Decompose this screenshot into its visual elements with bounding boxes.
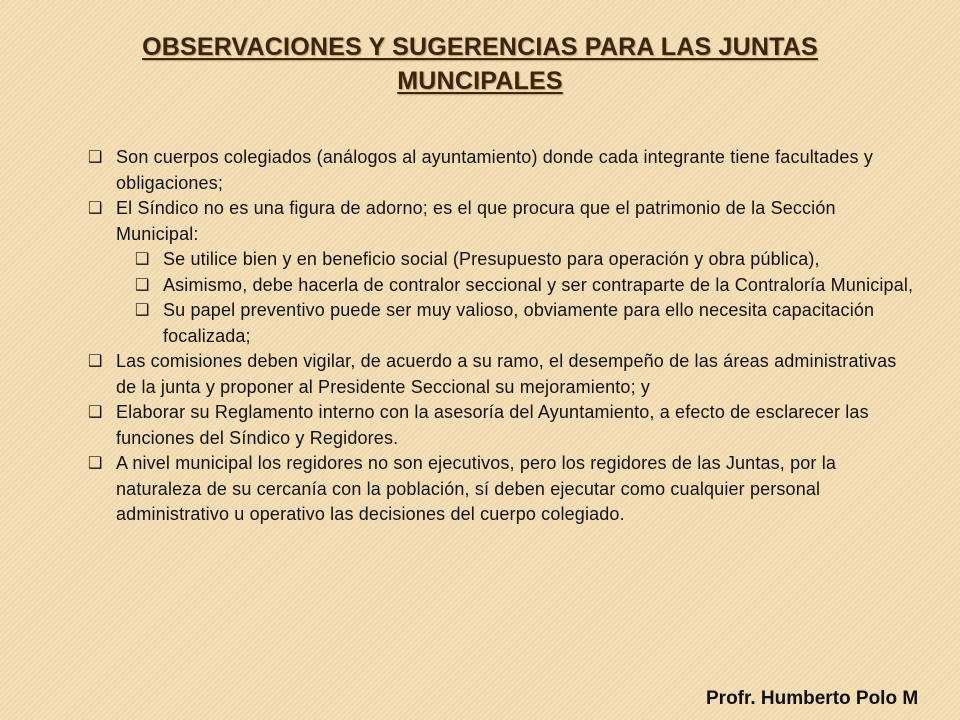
list-item [88, 400, 918, 451]
list-item [88, 451, 918, 528]
list-item-text: A nivel municipal los regidores no son ejecutivos, pero los regidores de las Juntas, por la naturaleza de su cercanía con la población, sí deben ejecutar como cualquier personal administrativo u operativo las decisiones del cuerpo colegiado. [116, 453, 837, 524]
checkbox-bullet-icon: ❑ [88, 200, 103, 217]
sub-bullet-list [88, 247, 918, 349]
title-line-2: MUNCIPALES [397, 67, 563, 95]
list-item-text: El Síndico no es una figura de adorno; es el que procura que el patrimonio de la Sección Municipal: [116, 198, 836, 244]
list-item-text: Elaborar su Reglamento interno con la asesoría del Ayuntamiento, a efecto de esclarecer las funciones del Síndico y Regidores. [116, 402, 869, 448]
author-credit: Profr. Humberto Polo M [706, 688, 919, 709]
checkbox-bullet-icon: ❑ [88, 455, 103, 472]
checkbox-bullet-icon: ❑ [88, 149, 103, 166]
sub-list-item [135, 298, 918, 349]
sub-list-item [135, 273, 918, 299]
list-item-text: Son cuerpos colegiados (análogos al ayuntamiento) donde cada integrante tiene facultades y obligaciones; [116, 147, 874, 193]
sub-list-item [135, 247, 918, 273]
sub-list-item-text: Se utilice bien y en beneficio social (Presupuesto para operación y obra pública), [163, 249, 820, 269]
sub-list-item-text: Su papel preventivo puede ser muy valioso, obviamente para ello necesita capacitación focalizada; [163, 300, 875, 346]
checkbox-bullet-icon: ❑ [135, 302, 150, 319]
sub-list-item-text: Asimismo, debe hacerla de contralor seccional y ser contraparte de la Contraloría Municipal, [163, 274, 914, 295]
bullet-list [88, 145, 918, 528]
list-item-text: Las comisiones deben vigilar, de acuerdo a su ramo, el desempeño de las áreas administrativas de la junta y proponer al Presidente Seccional su mejoramiento; y [116, 351, 897, 397]
slide-title [0, 30, 960, 98]
checkbox-bullet-icon: ❑ [88, 353, 103, 370]
checkbox-bullet-icon: ❑ [135, 251, 150, 268]
title-line-1: OBSERVACIONES Y SUGERENCIAS PARA LAS JUNTAS [142, 33, 818, 61]
list-item [88, 145, 918, 196]
checkbox-bullet-icon: ❑ [135, 276, 150, 294]
list-item [88, 196, 918, 247]
checkbox-bullet-icon: ❑ [88, 404, 103, 421]
list-item [88, 349, 918, 400]
